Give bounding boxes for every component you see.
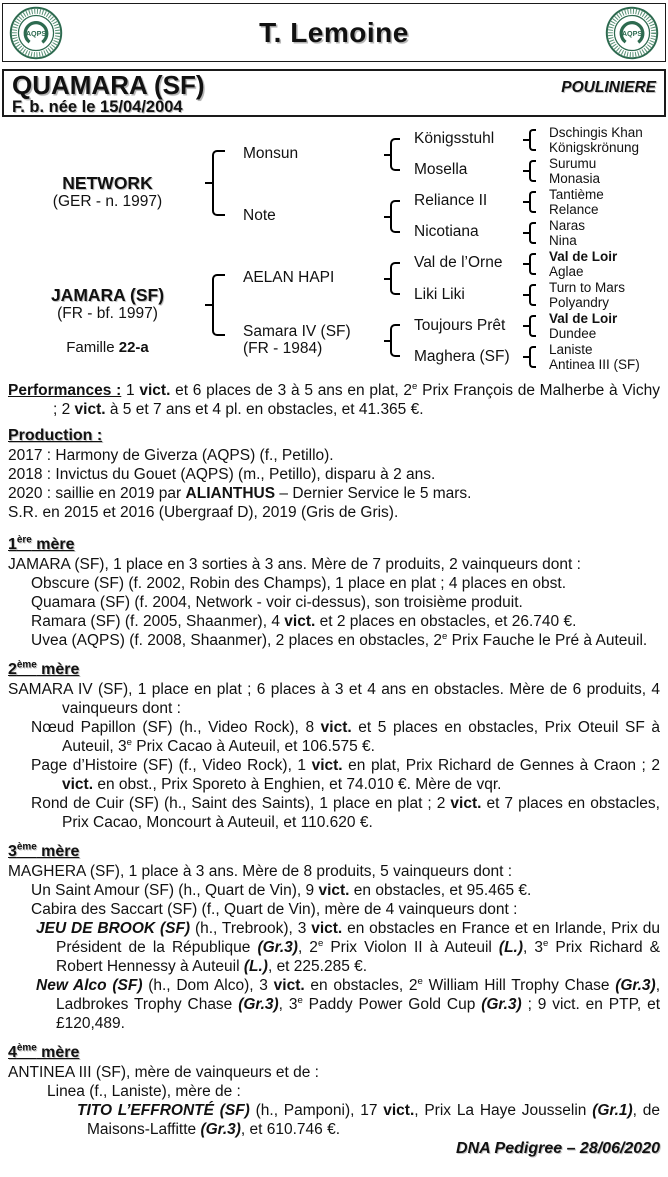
sire-name: NETWORK [62,173,153,193]
gen3-name: Toujours Prêt [414,317,506,334]
mere1-dam-line: JAMARA (SF), 1 place en 3 sorties à 3 ans. Mère de 7 produits, 2 vainqueurs dont : [8,556,581,573]
production-line: 2017 : Harmony de Giverza (AQPS) (f., Petillo). [8,447,334,464]
gen4-pair [549,249,617,280]
mere1-produce-line: Quamara (SF) (f. 2004, Network - voir ci-dessus), son troisième produit. [31,594,523,611]
document-credit: DNA Pedigree – 28/06/2020 [456,1140,660,1157]
dam-origin: (FR - bf. 1997) [57,305,158,322]
gen4-name: Turn to Mars [549,280,626,295]
mere1-produce-line: Ramara (SF) (f. 2005, Shaanmer), 4 vict. et 2 places en obstacles, et 26.740 €. [31,613,577,630]
mere2-dam-line: SAMARA IV (SF), 1 place en plat ; 6 places à 3 et 4 ans en obstacles. Mère de 6 produits, 4 vainqueurs dont : [8,681,660,717]
svg-text:AQPS: AQPS [25,28,47,38]
subject-header [2,69,666,117]
gen3-name: Nicotiana [414,223,479,240]
bracket-connector [390,262,400,295]
mere3-produce-line: JEU DE BROOK (SF) (h., Trebrook), 3 vict. en obstacles en France et en Irlande, Prix du Président de la République (Gr.3), 2e Prix Violon II à Auteuil (L.), 3e Prix Richard & Robert Hennessy à Auteuil (L.), et 225.285 €. [36,920,660,975]
mere2-produce-line: Page d’Histoire (SF) (f., Video Rock), 1 vict. en plat, Prix Richard de Gennes à Craon ; 2 vict. en obst., Prix Sporeto à Enghien, et 74.010 €. Mère de vqr. [31,757,660,793]
gen3-name: Reliance II [414,192,488,209]
bracket-connector [212,150,225,216]
svg-text:AQPS: AQPS [621,28,643,38]
mere3-produce-line: New Alco (SF) (h., Dom Alco), 3 vict. en obstacles, 2e William Hill Trophy Chase (Gr.3), Ladbrokes Trophy Chase (Gr.3), 3e Paddy Power Gold Cup (Gr.3) ; 9 vict. en PTP, et £120,489. [36,975,661,1032]
gen4-pair [549,311,617,342]
pedigree-dam [15,286,200,322]
bracket-connector [529,222,536,244]
aqps-seal-icon [605,6,659,60]
gen4-name: Nina [549,233,577,249]
production-heading: Production : [8,427,103,444]
mere2-produce-line: Nœud Papillon (SF) (h., Video Rock), 8 vict. et 5 places en obstacles, Prix Oteuil SF à Auteuil, 3e Prix Cacao à Auteuil, et 106.575 €. [31,719,660,755]
gen4-name: Tantième [549,187,604,202]
gen2-name: Samara IV (SF) (FR - 1984) [243,323,351,357]
aqps-seal-icon [9,6,63,60]
gen4-pair [549,280,625,311]
bracket-connector [390,138,400,171]
bracket-connector [529,284,536,306]
mere4-heading: 4ème mère [8,1042,80,1061]
gen4-pair [549,187,604,218]
page-title: T. Lemoine [259,16,409,48]
production-line: 2020 : saillie en 2019 par ALIANTHUS – Dernier Service le 5 mars. [8,485,472,502]
gen4-name: Val de Loir [549,311,618,326]
gen4-pair [549,342,640,373]
mere1-heading: 1ère mère [8,534,75,553]
gen4-name: Königskrönung [549,140,640,156]
mere3-heading: 3ème mère [8,841,80,860]
gen4-name: Val de Loir [549,249,618,264]
famille-label: Famille 22-a [66,339,149,356]
gen3-name: Königsstuhl [414,130,495,147]
dam-name: JAMARA (SF) [50,285,165,305]
gen4-name: Relance [549,202,599,218]
gen4-name: Dschingis Khan [549,125,643,140]
mere1-produce-line: Obscure (SF) (f. 2002, Robin des Champs), 1 place en plat ; 4 places en obst. [31,575,567,592]
gen3-name: Maghera (SF) [414,348,510,365]
mere4-produce-line: Linea (f., Laniste), mère de : [47,1083,241,1100]
production-line: 2018 : Invictus du Gouet (AQPS) (m., Petillo), disparu à 2 ans. [8,466,436,483]
gen4-name: Aglae [549,264,584,280]
gen3-name: Val de l’Orne [414,254,503,271]
mere3-dam-line: MAGHERA (SF), 1 place à 3 ans. Mère de 8 produits, 5 vainqueurs dont : [8,863,512,880]
gen2-name: AELAN HAPI [243,269,335,286]
bracket-connector [529,253,536,275]
bracket-connector [529,346,536,368]
gen2-origin: (FR - 1984) [243,340,323,357]
mere4-dam-line: ANTINEA III (SF), mère de vainqueurs et de : [8,1064,319,1081]
gen4-name: Antinea III (SF) [549,357,640,373]
bracket-connector [529,315,536,337]
bracket-connector [529,191,536,213]
gen2-name: Monsun [243,145,299,162]
document-body [0,381,668,1139]
gen3-name: Liki Liki [414,286,465,303]
gen4-name: Polyandry [549,295,610,311]
mere2-heading: 2ème mère [8,659,80,678]
pedigree-sire [15,174,200,210]
gen4-name: Surumu [549,156,597,171]
bracket-connector [390,200,400,233]
gen4-name: Naras [549,218,586,233]
mere2-produce-line: Rond de Cuir (SF) (h., Saint des Saints), 1 place en plat ; 2 vict. et 7 places en obstacles, Prix Cacao, Moncourt à Auteuil, et 110.620 €. [31,795,660,831]
production-line: S.R. en 2015 et 2016 (Ubergraaf D), 2019 (Gris de Gris). [8,504,399,521]
bracket-connector [390,324,400,357]
mere3-produce-line: Cabira des Saccart (SF) (f., Quart de Vin), mère de 4 vainqueurs dont : [31,901,518,918]
gen4-pair [549,125,643,156]
bracket-connector [212,274,225,336]
subject-identity [12,72,205,115]
sire-origin: (GER - n. 1997) [52,193,163,210]
gen4-name: Laniste [549,342,593,357]
bracket-connector [529,129,536,151]
gen4-pair [549,218,585,249]
mere4-produce-line: TITO L’EFFRONTÉ (SF) (h., Pamponi), 17 vict., Prix La Haye Jousselin (Gr.1), de Maisons-Laffitte (Gr.3), et 610.746 €. [77,1102,660,1138]
gen3-name: Mosella [414,161,468,178]
mere3-produce-line: Un Saint Amour (SF) (h., Quart de Vin), 9 vict. en obstacles, et 95.465 €. [31,882,532,899]
gen2-name: Note [243,207,276,224]
header [2,3,666,62]
horse-name: QUAMARA (SF) [12,70,205,100]
bracket-connector [529,160,536,182]
gen4-name: Dundee [549,326,597,342]
performances-paragraph: Performances : 1 vict. et 6 places de 3 à 5 ans en plat, 2e Prix François de Malherbe à Vichy ; 2 vict. à 5 et 7 ans et 4 pl. en obstacles, et 41.365 €. [8,380,660,418]
mere1-produce-line: Uvea (AQPS) (f. 2008, Shaanmer), 2 places en obstacles, 2e Prix Fauche le Pré à Auteuil. [31,630,648,649]
pedigree-tree [0,117,668,381]
horse-birth-info: F. b. née le 15/04/2004 [12,98,183,116]
status-badge: POULINIERE [561,79,656,96]
gen4-name: Monasia [549,171,601,187]
gen4-pair [549,156,600,187]
